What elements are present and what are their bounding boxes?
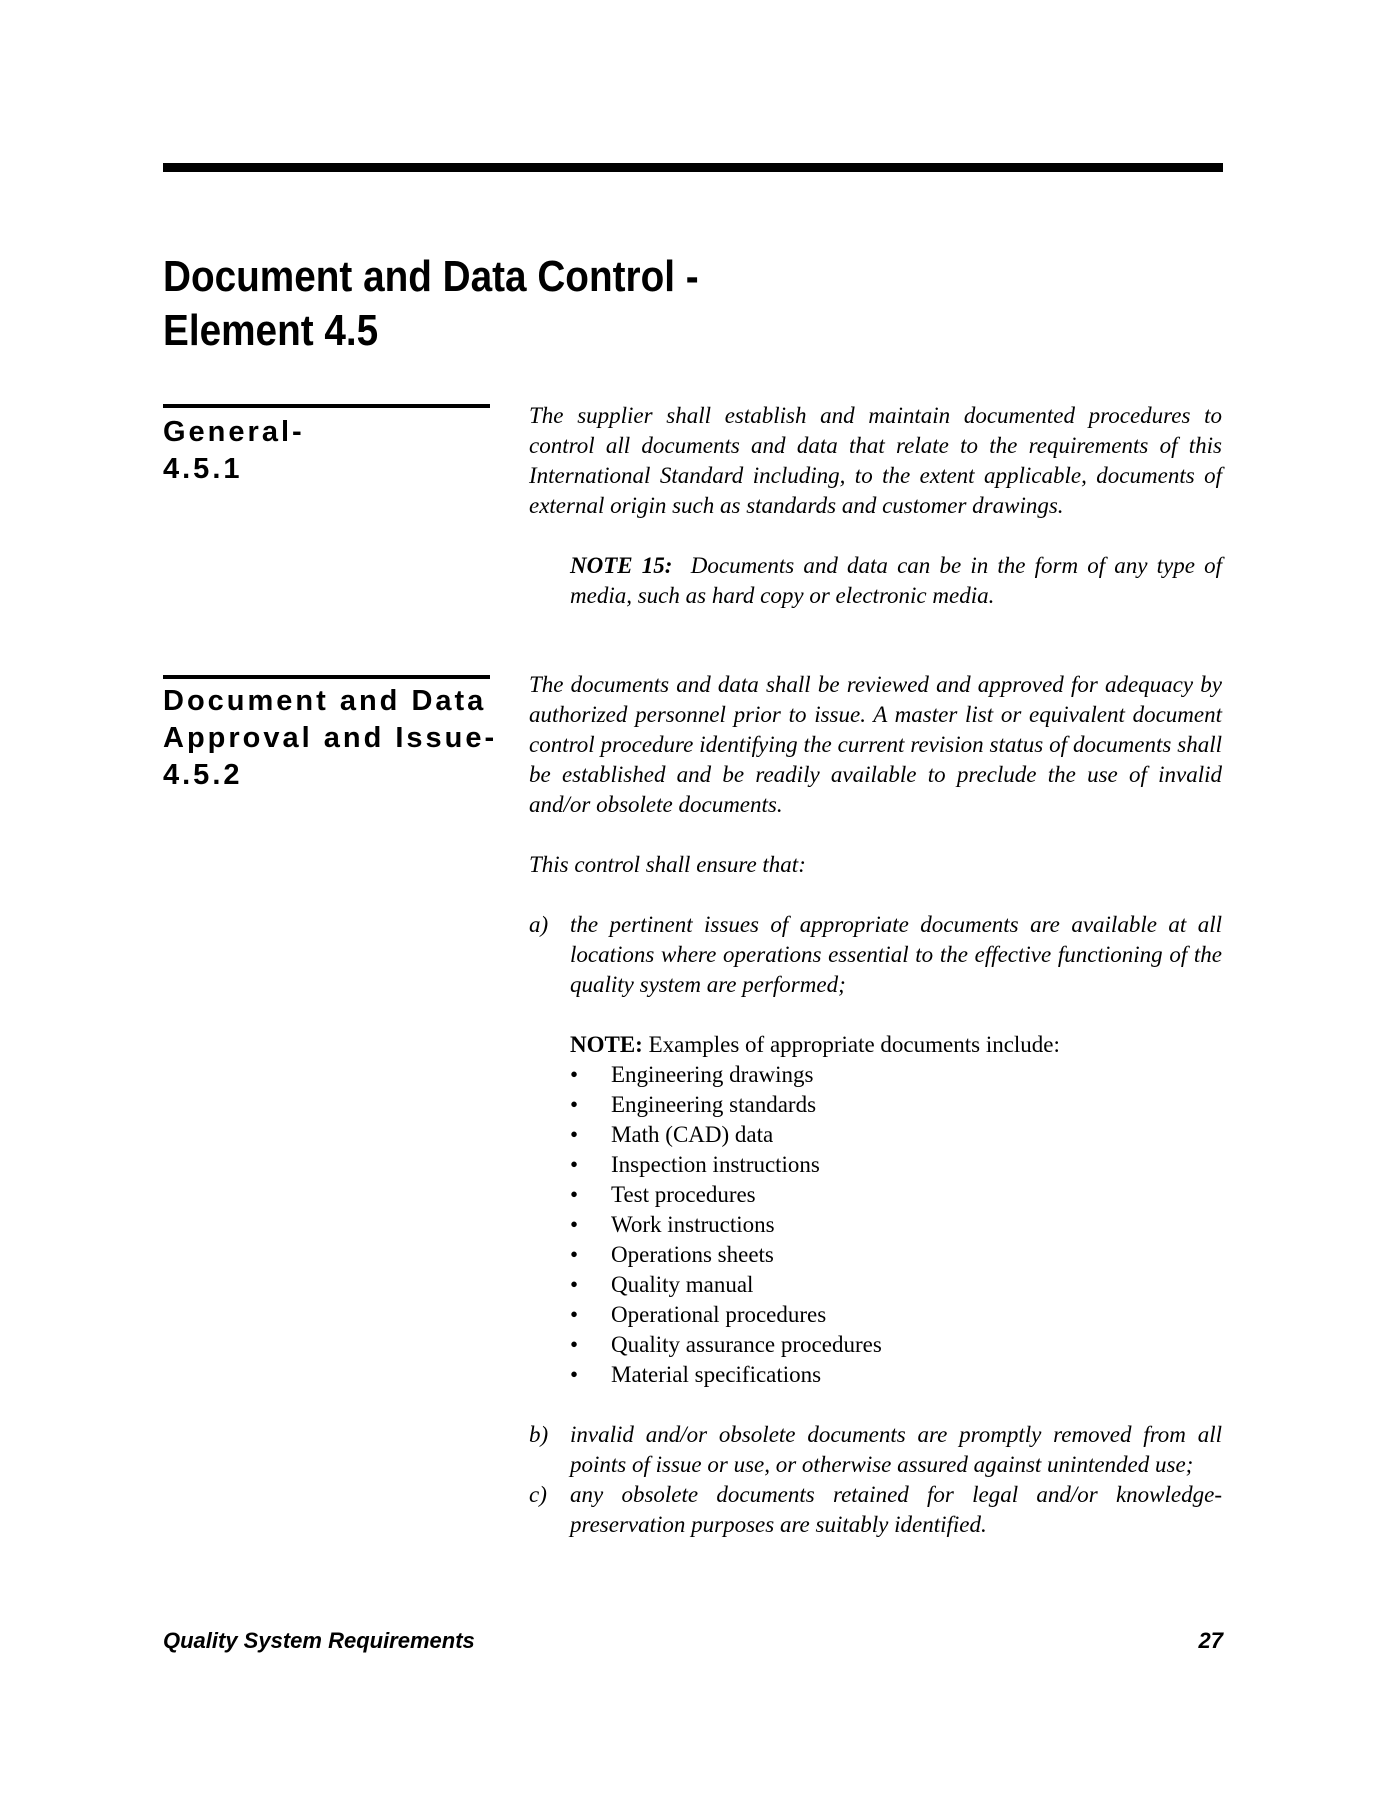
section-approval-rule: [163, 675, 490, 679]
examples-note-text: Examples of appropriate documents include:: [648, 1032, 1060, 1057]
bullet-icon: •: [570, 1182, 579, 1207]
list-marker-b: b): [529, 1422, 549, 1447]
bullet-icon: •: [570, 1272, 579, 1297]
bullet-icon: •: [570, 1212, 579, 1237]
general-paragraph: The supplier shall establish and maintain documented procedures to control all documents and data that relate to the requirements of this International Standard including, to the extent applicable, documents of external origin such as standards and customer drawings.: [529, 403, 1222, 518]
bullet-icon: •: [570, 1122, 579, 1147]
example-text: Test procedures: [611, 1182, 756, 1207]
bullet-icon: •: [570, 1062, 579, 1087]
examples-note-label: NOTE:: [570, 1032, 643, 1057]
examples-note: [529, 1030, 1222, 1060]
page-title-line2: Element 4.5: [163, 306, 379, 355]
example-item: [570, 1150, 1222, 1180]
section-general-heading-line1: General-: [163, 416, 305, 448]
example-item: [570, 1090, 1222, 1120]
section-approval-heading: [163, 683, 523, 794]
example-item: [570, 1330, 1222, 1360]
example-item: [570, 1210, 1222, 1240]
bullet-icon: •: [570, 1152, 579, 1177]
example-text: Quality assurance procedures: [611, 1332, 882, 1357]
bullet-icon: •: [570, 1302, 579, 1327]
example-text: Operations sheets: [611, 1242, 774, 1267]
approval-paragraph: The documents and data shall be reviewed and approved for adequacy by authorized personnel prior to issue. A master list or equivalent document control procedure identifying the current revision status of documents shall be established and be readily available to preclude the use of invalid and/or obsolete documents.: [529, 672, 1222, 817]
list-text-a: the pertinent issues of appropriate documents are available at all locations where operations essential to the effective functioning of the quality system are performed;: [570, 912, 1222, 997]
section-approval-heading-line1: Document and Data: [163, 685, 487, 717]
example-item: [570, 1300, 1222, 1330]
example-item: [570, 1240, 1222, 1270]
example-text: Work instructions: [611, 1212, 775, 1237]
bullet-icon: •: [570, 1242, 579, 1267]
list-item-a: [529, 910, 1222, 1000]
section-general-heading-line2: 4.5.1: [163, 453, 243, 485]
list-text-b: invalid and/or obsolete documents are promptly removed from all points of issue or use, or otherwise assured against unintended use;: [570, 1422, 1222, 1477]
page-title-line1: Document and Data Control -: [163, 252, 699, 301]
list-marker-c: c): [529, 1482, 547, 1507]
list-item-c: [529, 1480, 1222, 1540]
example-text: Quality manual: [611, 1272, 754, 1297]
list-text-c: any obsolete documents retained for legal and/or knowledge-preservation purposes are suitably identified.: [570, 1482, 1222, 1537]
note-15-text: Documents and data can be in the form of any type of media, such as hard copy or electronic media.: [570, 553, 1222, 608]
bullet-icon: •: [570, 1092, 579, 1117]
example-text: Material specifications: [611, 1362, 822, 1387]
example-item: [570, 1120, 1222, 1150]
control-intro: This control shall ensure that:: [529, 852, 806, 877]
example-text: Math (CAD) data: [611, 1122, 774, 1147]
examples-list: [529, 1060, 1222, 1390]
section-approval-heading-line2: Approval and Issue-: [163, 722, 498, 754]
example-text: Engineering standards: [611, 1092, 817, 1117]
note-15-label: NOTE 15:: [570, 553, 673, 578]
list-marker-a: a): [529, 912, 549, 937]
section-general-rule: [163, 404, 490, 408]
bullet-icon: •: [570, 1332, 579, 1357]
page-number: 27: [1198, 1628, 1223, 1653]
note-15: [529, 551, 1222, 611]
example-item: [570, 1060, 1222, 1090]
example-text: Inspection instructions: [611, 1152, 820, 1177]
section-general-heading: [163, 414, 523, 488]
example-item: [570, 1360, 1222, 1390]
example-text: Engineering drawings: [611, 1062, 814, 1087]
top-rule: [163, 163, 1223, 172]
page-title: [163, 250, 955, 358]
section-general-body: [529, 401, 1222, 611]
section-approval-body: [529, 670, 1222, 1540]
section-approval-heading-line3: 4.5.2: [163, 759, 243, 791]
list-item-b: [529, 1420, 1222, 1480]
footer-title: Quality System Requirements: [163, 1628, 475, 1653]
example-item: [570, 1270, 1222, 1300]
example-text: Operational procedures: [611, 1302, 827, 1327]
bullet-icon: •: [570, 1362, 579, 1387]
example-item: [570, 1180, 1222, 1210]
